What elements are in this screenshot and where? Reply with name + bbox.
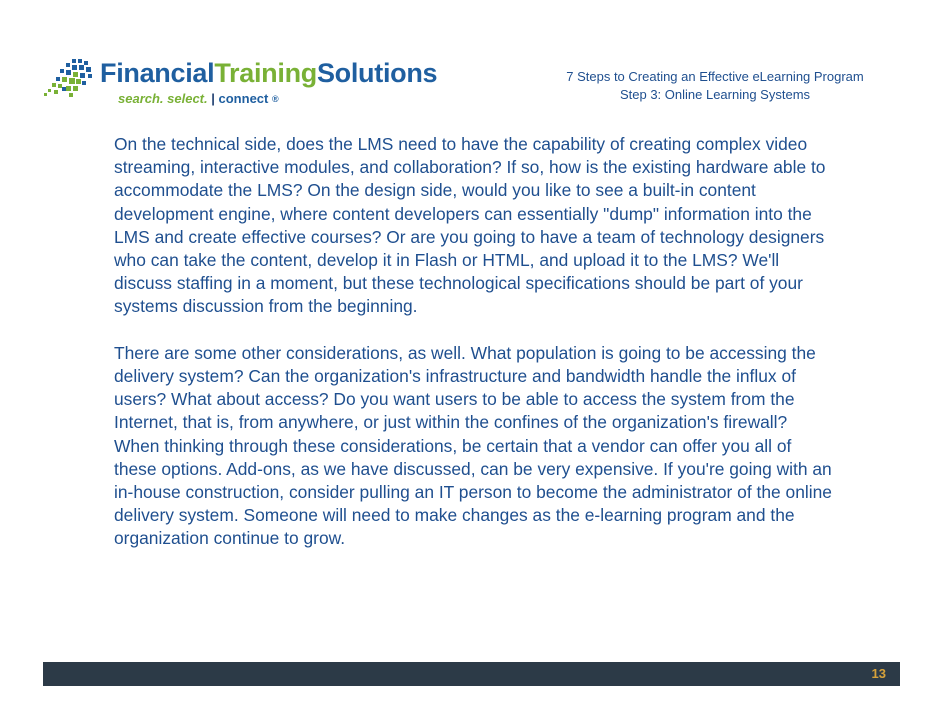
company-logo [40,55,490,110]
logo-tagline [118,91,279,107]
tagline-connect: connect [218,91,269,106]
logo-name-financial: Financial [100,58,215,88]
logo-name-training: Training [214,58,317,88]
logo-wordmark [100,58,437,88]
slide-subtitle: Step 3: Online Learning Systems [619,87,811,102]
presentation-title: 7 Steps to Creating an Effective eLearning Program [566,69,864,84]
body-paragraph-1: On the technical side, does the LMS need to have the capability of creating complex video streaming, interactive modules, and collaboration? If so, how is the existing hardware able to accommodate the LMS? On the design side, would you like to see a built-in content development engine, where content developers can essentially "dump" information into the LMS and create effective courses? Or are you going to have a team of technology designers who can take the content, develop it in Flash or HTML, and upload it to the LMS? We'll discuss staffing in a moment, but these technological specifications should be part of your systems discussion from the beginning. [114,134,826,317]
globe-logo-icon [42,57,104,99]
tagline-search-select: search. select. [118,91,208,106]
registered-mark: ® [271,94,279,104]
tagline-separator: | [211,91,215,106]
page-number: 13 [871,666,886,681]
body-paragraph-2: There are some other considerations, as well. What population is going to be accessing the delivery system? Can the organization's infrastructure and bandwidth handle the influx of users? What about access? Do you want users to be able to access the system from the Internet, that is, from anywhere, or just within the confines of the organization's firewall? When thinking through these considerations, be certain that a vendor can offer you all of these options. Add-ons, as we have discussed, can be very expensive. If you're going with an in-house construction, consider pulling an IT person to become the administrator of the online delivery system. Someone will need to make changes as the e-learning program and the organization continue to grow. [114,342,832,549]
footer-bar [43,662,900,686]
slide-header [500,68,930,104]
logo-name-solutions: Solutions [316,58,438,88]
slide-body [114,133,834,574]
